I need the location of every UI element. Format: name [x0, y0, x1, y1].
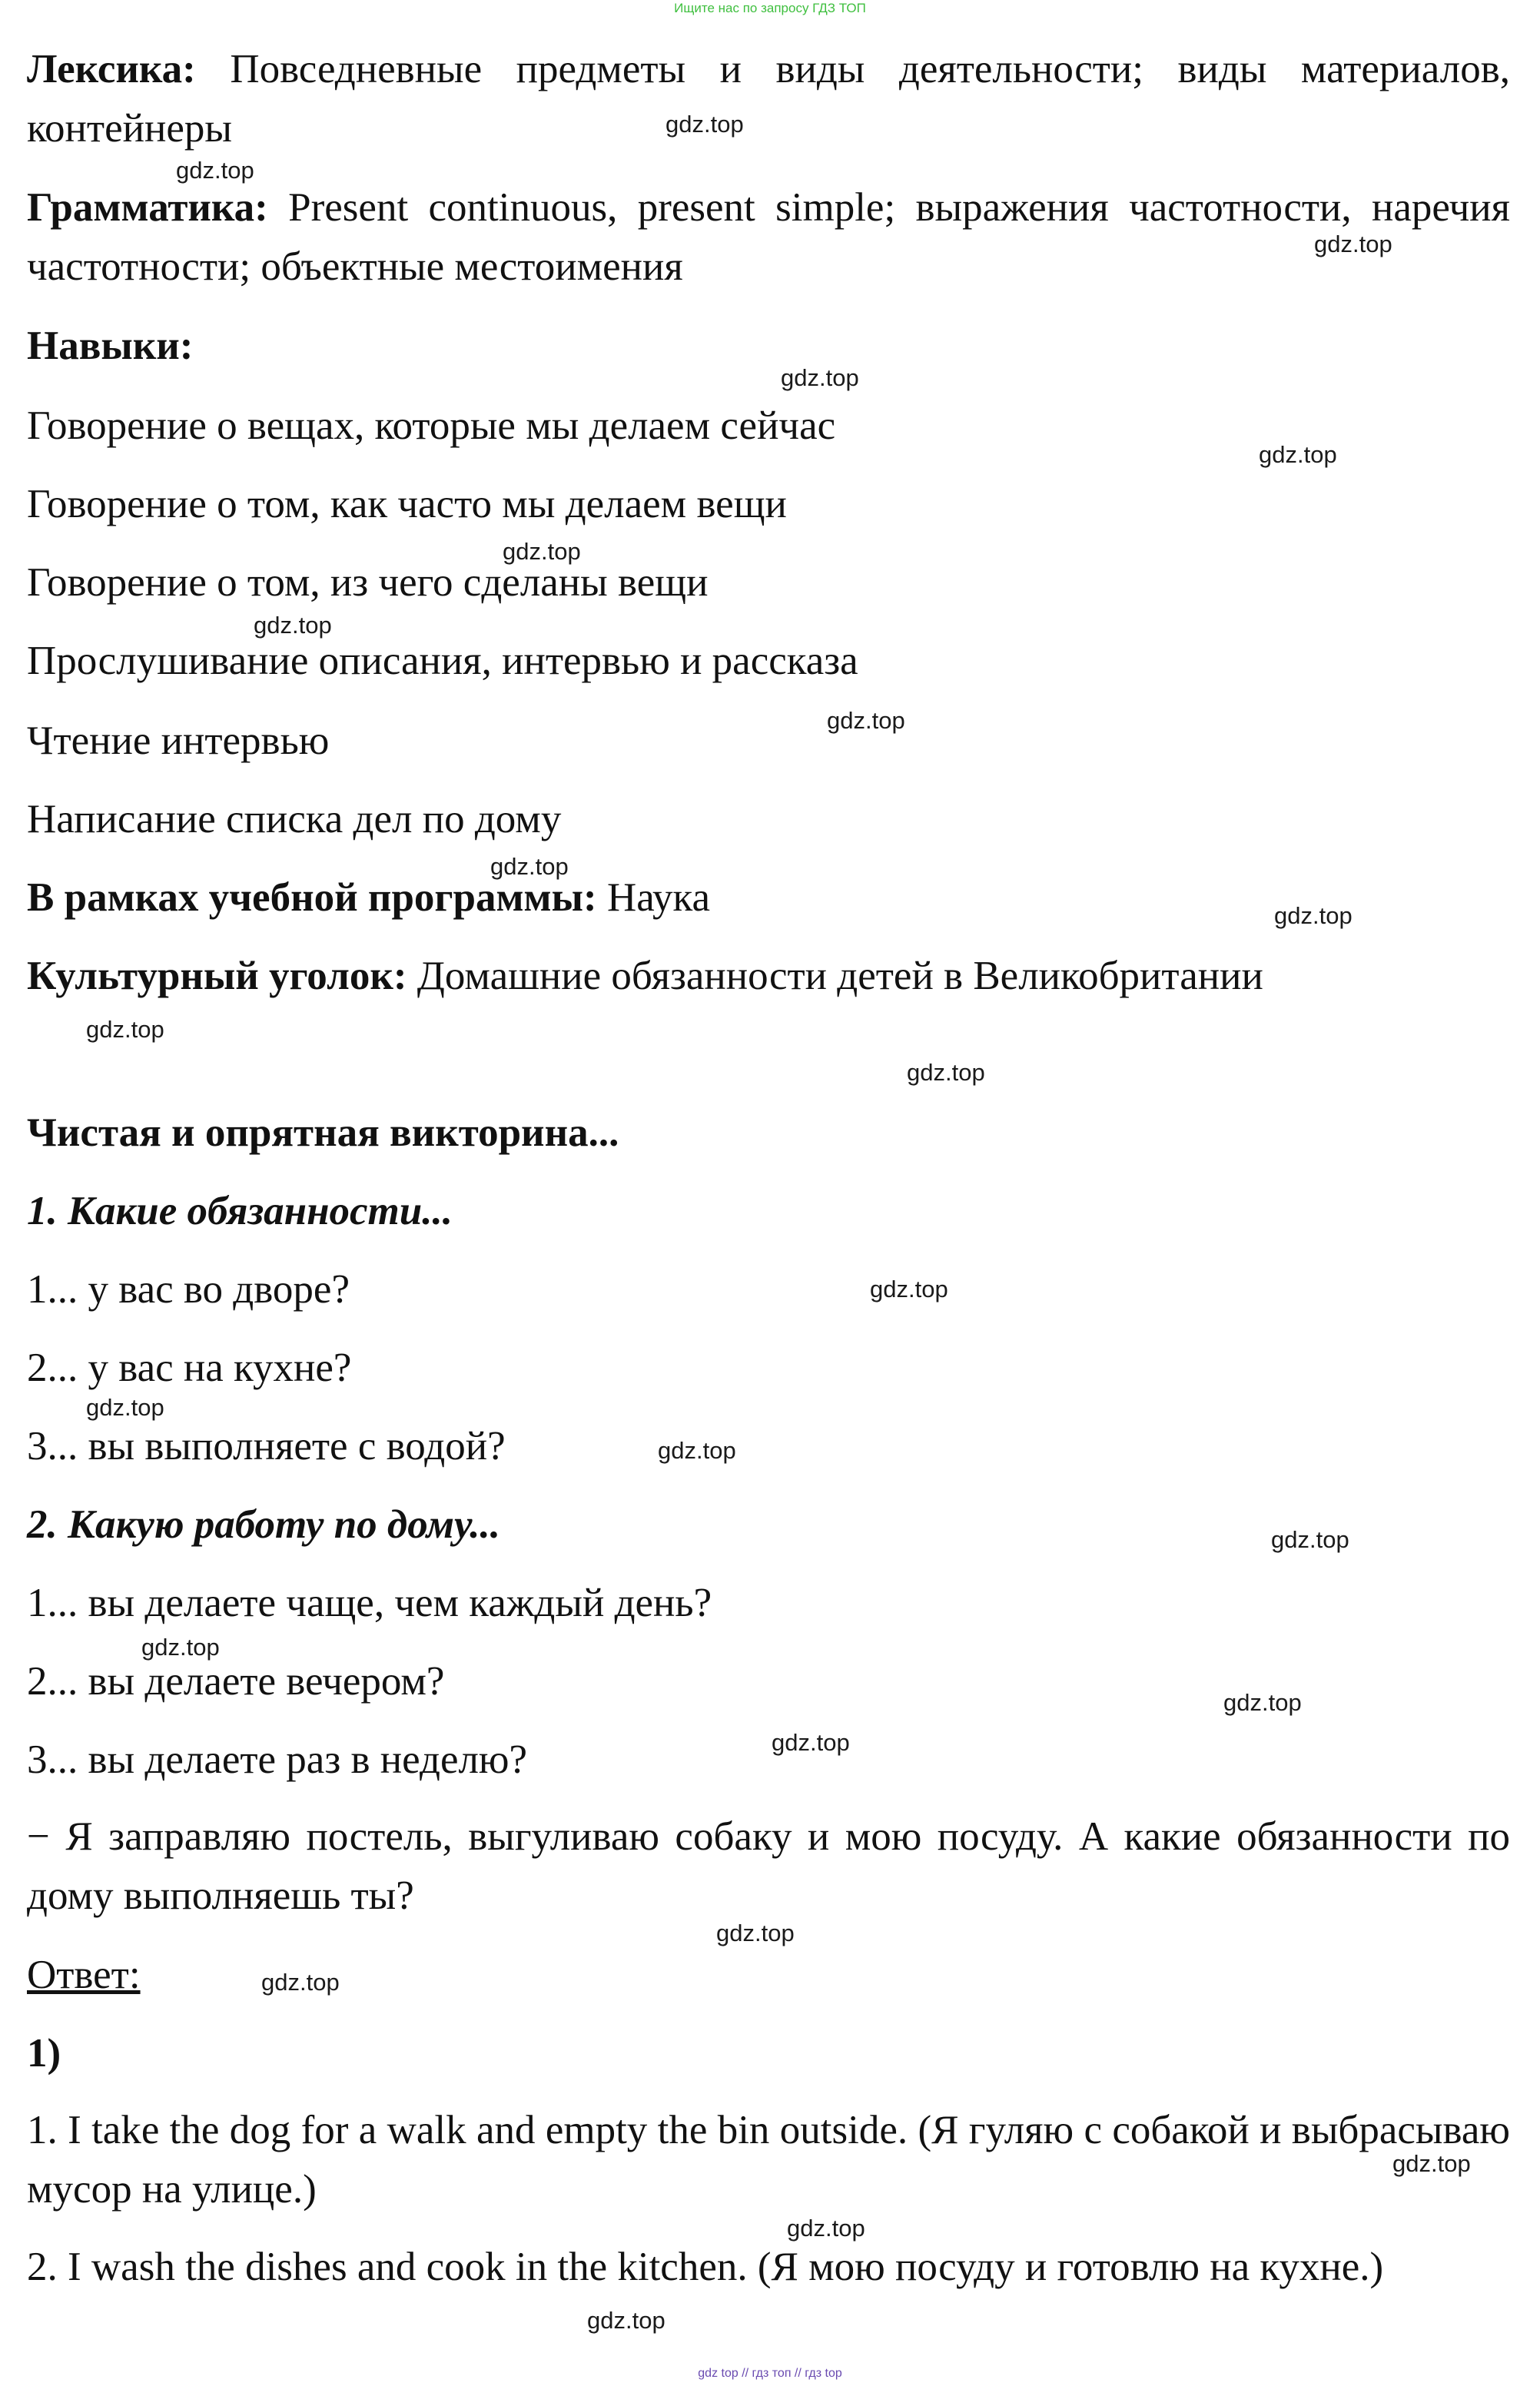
watermark: gdz.top — [1274, 902, 1352, 929]
watermark: gdz.top — [587, 2307, 665, 2334]
answer-part-label: 1) — [27, 2031, 61, 2076]
lexis-paragraph — [27, 40, 1510, 158]
quiz-title: Чистая и опрятная викторина... — [27, 1110, 619, 1155]
lexis-label: Лексика: — [27, 47, 196, 91]
skill-item: Говорение о вещах, которые мы делаем сейчас — [27, 403, 836, 448]
section2-item: 2... вы делаете вечером? — [27, 1659, 445, 1704]
section1-title: 1. Какие обязанности... — [27, 1189, 453, 1233]
skills-heading: Навыки: — [27, 324, 194, 368]
watermark: gdz.top — [1223, 1689, 1302, 1716]
culture-label: Культурный уголок: — [27, 954, 407, 998]
curriculum-line — [27, 873, 710, 922]
skill-item: Говорение о том, из чего сделаны вещи — [27, 560, 709, 605]
grammar-label: Грамматика: — [27, 185, 268, 230]
curriculum-label: В рамках учебной программы: — [27, 875, 597, 920]
skill-item: Говорение о том, как часто мы делаем вещи — [27, 482, 787, 526]
grammar-text: Present continuous, present simple; выражения частотности, наречия частотности; объектные местоимения — [27, 185, 1511, 289]
section1-item: 3... вы выполняете с водой? — [27, 1424, 506, 1468]
section2-title: 2. Какую работу по дому... — [27, 1502, 500, 1547]
watermark: gdz.top — [176, 157, 254, 184]
section1-item: 1... у вас во дворе? — [27, 1267, 350, 1312]
watermark: gdz.top — [490, 853, 569, 880]
footer-text: gdz top // гдз топ // гдз top — [698, 2367, 842, 2380]
watermark: gdz.top — [870, 1276, 948, 1303]
watermark: gdz.top — [254, 612, 332, 639]
watermark: gdz.top — [1259, 441, 1337, 468]
watermark: gdz.top — [787, 2215, 865, 2242]
section2-item: 3... вы делаете раз в неделю? — [27, 1737, 528, 1782]
answer-label: Ответ: — [27, 1953, 141, 1997]
culture-line — [27, 951, 1263, 1001]
watermark: gdz.top — [1314, 231, 1392, 257]
watermark: gdz.top — [772, 1729, 850, 1756]
dialog-paragraph: − Я заправляю постель, выгуливаю собаку и мою посуду. А какие обязанности по дому выполняешь ты? — [27, 1814, 1510, 1918]
watermark: gdz.top — [716, 1920, 795, 1946]
watermark: gdz.top — [658, 1437, 736, 1464]
watermark: gdz.top — [503, 538, 581, 565]
grammar-paragraph — [27, 178, 1510, 297]
answer-item: 1. I take the dog for a walk and empty the bin outside. (Я гуляю с собакой и выбрасываю мусор на улице.) — [27, 2108, 1510, 2212]
culture-text: Домашние обязанности детей в Великобритании — [417, 954, 1263, 998]
watermark: gdz.top — [141, 1634, 220, 1661]
watermark: gdz.top — [781, 364, 859, 391]
watermark: gdz.top — [86, 1394, 164, 1421]
curriculum-text: Наука — [606, 875, 711, 920]
section1-item: 2... у вас на кухне? — [27, 1346, 352, 1390]
section2-item: 1... вы делаете чаще, чем каждый день? — [27, 1581, 712, 1625]
skill-item: Чтение интервью — [27, 718, 330, 763]
watermark: gdz.top — [907, 1059, 985, 1086]
watermark: gdz.top — [1271, 1526, 1349, 1553]
skill-item: Прослушивание описания, интервью и рассказа — [27, 639, 858, 683]
watermark: gdz.top — [86, 1016, 164, 1043]
watermark: gdz.top — [261, 1969, 340, 1996]
answer-item: 2. I wash the dishes and cook in the kitchen. (Я мою посуду и готовлю на кухне.) — [27, 2245, 1384, 2289]
watermark: gdz.top — [827, 707, 905, 734]
watermark: gdz.top — [1392, 2150, 1471, 2177]
watermark: gdz.top — [665, 111, 744, 138]
lexis-text: Повседневные предметы и виды деятельности; виды материалов, контейнеры — [27, 47, 1511, 151]
header-banner: Ищите нас по запросу ГДЗ ТОП — [674, 1, 866, 15]
skill-item: Написание списка дел по дому — [27, 797, 562, 841]
